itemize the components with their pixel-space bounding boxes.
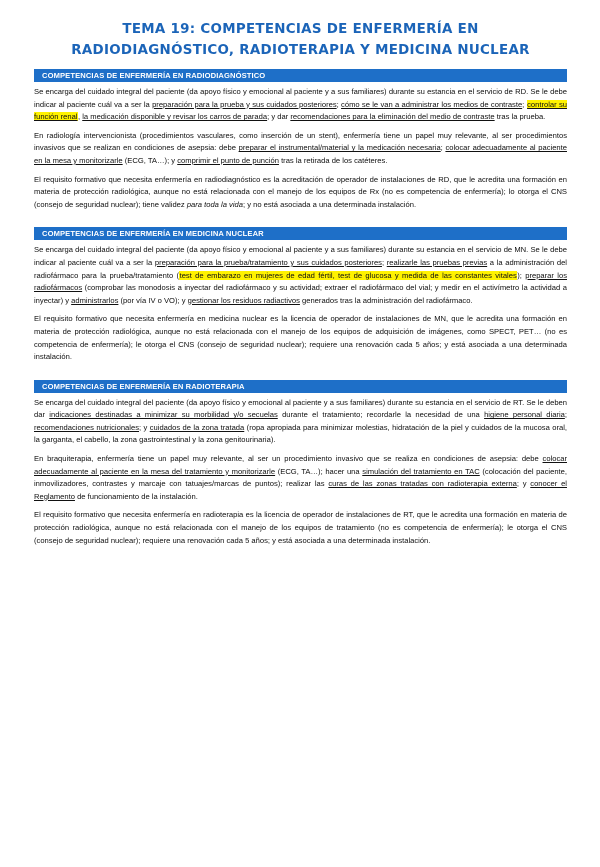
text-run: ); xyxy=(517,270,526,280)
title-line-1: TEMA 19: COMPETENCIAS DE ENFERMERÍA EN xyxy=(122,22,479,37)
text-run: ; y xyxy=(139,422,150,432)
mn-paragraph-1 xyxy=(34,244,567,307)
section-radiodiagnostico xyxy=(34,69,567,211)
underlined-text: indicaciones destinadas a minimizar su morbilidad y/o secuelas xyxy=(49,410,278,420)
underlined-text: realizarle las pruebas previas xyxy=(386,257,488,267)
text-run: ; xyxy=(440,143,446,153)
rt-paragraph-3: El requisito formativo que necesita enfermería en radioterapia es la licencia de operador de instalaciones de RT, que le acredita una formación en materia de protección radiológica, aunque no está relacionada con el manejo de los equipos de tratamiento (no es competencia de enfermería); le otorga el CNS (consejo de seguridad nuclear); requiere una renovación cada 5 años; y está asociada a una determinada instalación. xyxy=(34,510,567,545)
text-run: (colocación del paciente, inmovilizadores, contrastes y marcaje con tatuajes/marcas de puntos); realizar las xyxy=(34,466,567,489)
underlined-text: recomendaciones para la eliminación del medio de contraste xyxy=(290,112,495,122)
text-run: (comprobar las monodosis a inyectar del radiofármaco y su actividad; extraer el radiofármaco del vial; y medir en el activímetro la actividad a inyectar) y xyxy=(34,283,567,305)
underlined-text: preparación para la prueba/tratamiento y sus cuidados posteriores xyxy=(154,257,382,267)
text-run: tras la prueba. xyxy=(494,112,546,122)
underlined-text: gestionar los residuos radiactivos xyxy=(187,295,300,305)
text-run: ; y no está asociada a una determinada instalación. xyxy=(242,199,417,209)
underlined-text: comprimir el punto de punción xyxy=(177,155,279,165)
text-run: durante el tratamiento; recordarle la necesidad de una xyxy=(277,410,485,420)
underlined-text: colocar adecuadamente al paciente en la mesa y monitorizarle xyxy=(34,143,567,165)
text-run: (ropa apropiada para minimizar molestias, hidratación de la piel y cuidados de la mucosa oral, la garganta, el cabello, la zona gastrointestinal y la zona genitourinaria). xyxy=(34,422,568,445)
text-run: , xyxy=(77,112,83,122)
text-run: En radiología intervencionista (procedimientos vasculares, como inserción de un stent), enfermería tiene un papel muy relevante, al ser procedimientos invasivos que se realizan en condiciones de asepsia: debe xyxy=(34,130,567,153)
page-title xyxy=(34,19,567,61)
underlined-text: conocer el Reglamento xyxy=(34,479,567,501)
text-run: Se encarga del cuidado integral del paciente (da apoyo físico y emocional al paciente y a sus familiares) durante su estancia en el servicio de RT. Se le deben dar xyxy=(34,397,567,420)
mn-paragraph-2: El requisito formativo que necesita enfermería en medicina nuclear es la licencia de operador de instalaciones de MN, que le acredita una formación en materia de protección radiológica, aunque no está relacionada con el manejo de los equipos de adquisición de imágenes, como SPECT, PET… (no es competencia de enfermería); le otorga el CNS (consejo de seguridad nuclear); requiere una renovación cada 5 años; y está asociada a una determinada instalación. xyxy=(34,314,567,362)
highlighted-text: test de embarazo en mujeres de edad fértil, test de glucosa y medida de las constantes vitales xyxy=(179,270,517,280)
italic-text: para toda la vida xyxy=(186,199,243,209)
underlined-text: recomendaciones nutricionales xyxy=(34,422,139,432)
underlined-text: preparar los radiofármacos xyxy=(34,270,567,293)
rd-paragraph-2 xyxy=(34,130,567,168)
underlined-text: cuidados de la zona tratada xyxy=(149,422,245,432)
text-run: Se encarga del cuidado integral del paciente (da apoyo físico y emocional al paciente y a sus familiares) durante su estancia en el servicio de MN. Se le debe indicar al paciente cuál va a ser la xyxy=(34,245,567,267)
text-run: (ECG, TA…); y xyxy=(122,155,178,165)
underlined-text: higiene personal diaria xyxy=(484,410,565,420)
text-run: Se encarga del cuidado integral del paciente (da apoyo físico y emocional al paciente y a sus familiares) durante su estancia en el servicio de RD. Se le debe indicar al paciente cuál va a ser la xyxy=(34,87,567,109)
rt-paragraph-1 xyxy=(34,397,567,447)
rd-paragraph-3 xyxy=(34,174,567,212)
rd-paragraph-1 xyxy=(34,86,567,124)
underlined-text: colocar adecuadamente al paciente en la mesa del tratamiento y monitorizarle xyxy=(34,454,567,476)
underlined-text: preparar el instrumental/material y la medicación necesaria xyxy=(238,143,441,153)
text-run: ; xyxy=(564,410,567,420)
underlined-text: la medicación disponible y revisar los carros de parada xyxy=(82,112,268,122)
section-header-medicina-nuclear: COMPETENCIAS DE ENFERMERÍA EN MEDICINA NUCLEAR xyxy=(34,227,567,240)
text-run: ; xyxy=(381,257,387,267)
text-run: ; y dar xyxy=(267,112,291,122)
text-run: tras la retirada de los catéteres. xyxy=(278,155,388,165)
section-header-radioterapia: COMPETENCIAS DE ENFERMERÍA EN RADIOTERAPIA xyxy=(34,380,567,393)
text-run: ; xyxy=(522,99,527,109)
text-run: En braquiterapia, enfermería tiene un papel muy relevante, al ser un procedimiento invasivo que se realiza en condiciones de asepsia: debe xyxy=(34,454,543,464)
section-medicina-nuclear xyxy=(34,227,567,363)
underlined-text: cómo se le van a administrar los medios de contraste xyxy=(341,99,523,109)
underlined-text: curas de las zonas tratadas con radioterapia externa xyxy=(328,479,517,489)
text-run: de funcionamiento de la instalación. xyxy=(74,491,198,501)
section-radioterapia xyxy=(34,380,567,548)
underlined-text: administrarlos xyxy=(71,295,119,305)
text-run: (ECG, TA…); hacer una xyxy=(275,466,363,476)
document-page xyxy=(0,19,600,867)
text-run: ; y xyxy=(516,479,531,489)
text-run: El requisito formativo que necesita enfermería en radiodiagnóstico es la acreditación de operador de instalaciones de RD, que le acredita una formación en materia de protección radiológica, aunque no está relacionada con el manejo de los equipos de Rx (no es competencia de enfermería); lo otorga el CNS (consejo de seguridad nuclear); tiene validez xyxy=(34,174,567,209)
text-run: a la administración del radiofármaco para la prueba/tratamiento ( xyxy=(34,257,567,280)
text-run: (por vía IV o VO); y xyxy=(118,295,188,305)
rt-paragraph-2 xyxy=(34,453,567,503)
text-run: generados tras la administración del radiofármaco. xyxy=(299,295,473,305)
underlined-text: controlar su función renal xyxy=(34,99,567,122)
underlined-text: simulación del tratamiento en TAC xyxy=(362,466,480,476)
text-run: ; xyxy=(336,99,342,109)
section-header-radiodiagnostico: COMPETENCIAS DE ENFERMERÍA EN RADIODIAGNÓSTICO xyxy=(34,69,567,82)
underlined-text: preparación para la prueba y sus cuidados posteriores xyxy=(152,99,337,109)
title-line-2: RADIODIAGNÓSTICO, RADIOTERAPIA Y MEDICINA NUCLEAR xyxy=(71,43,530,58)
